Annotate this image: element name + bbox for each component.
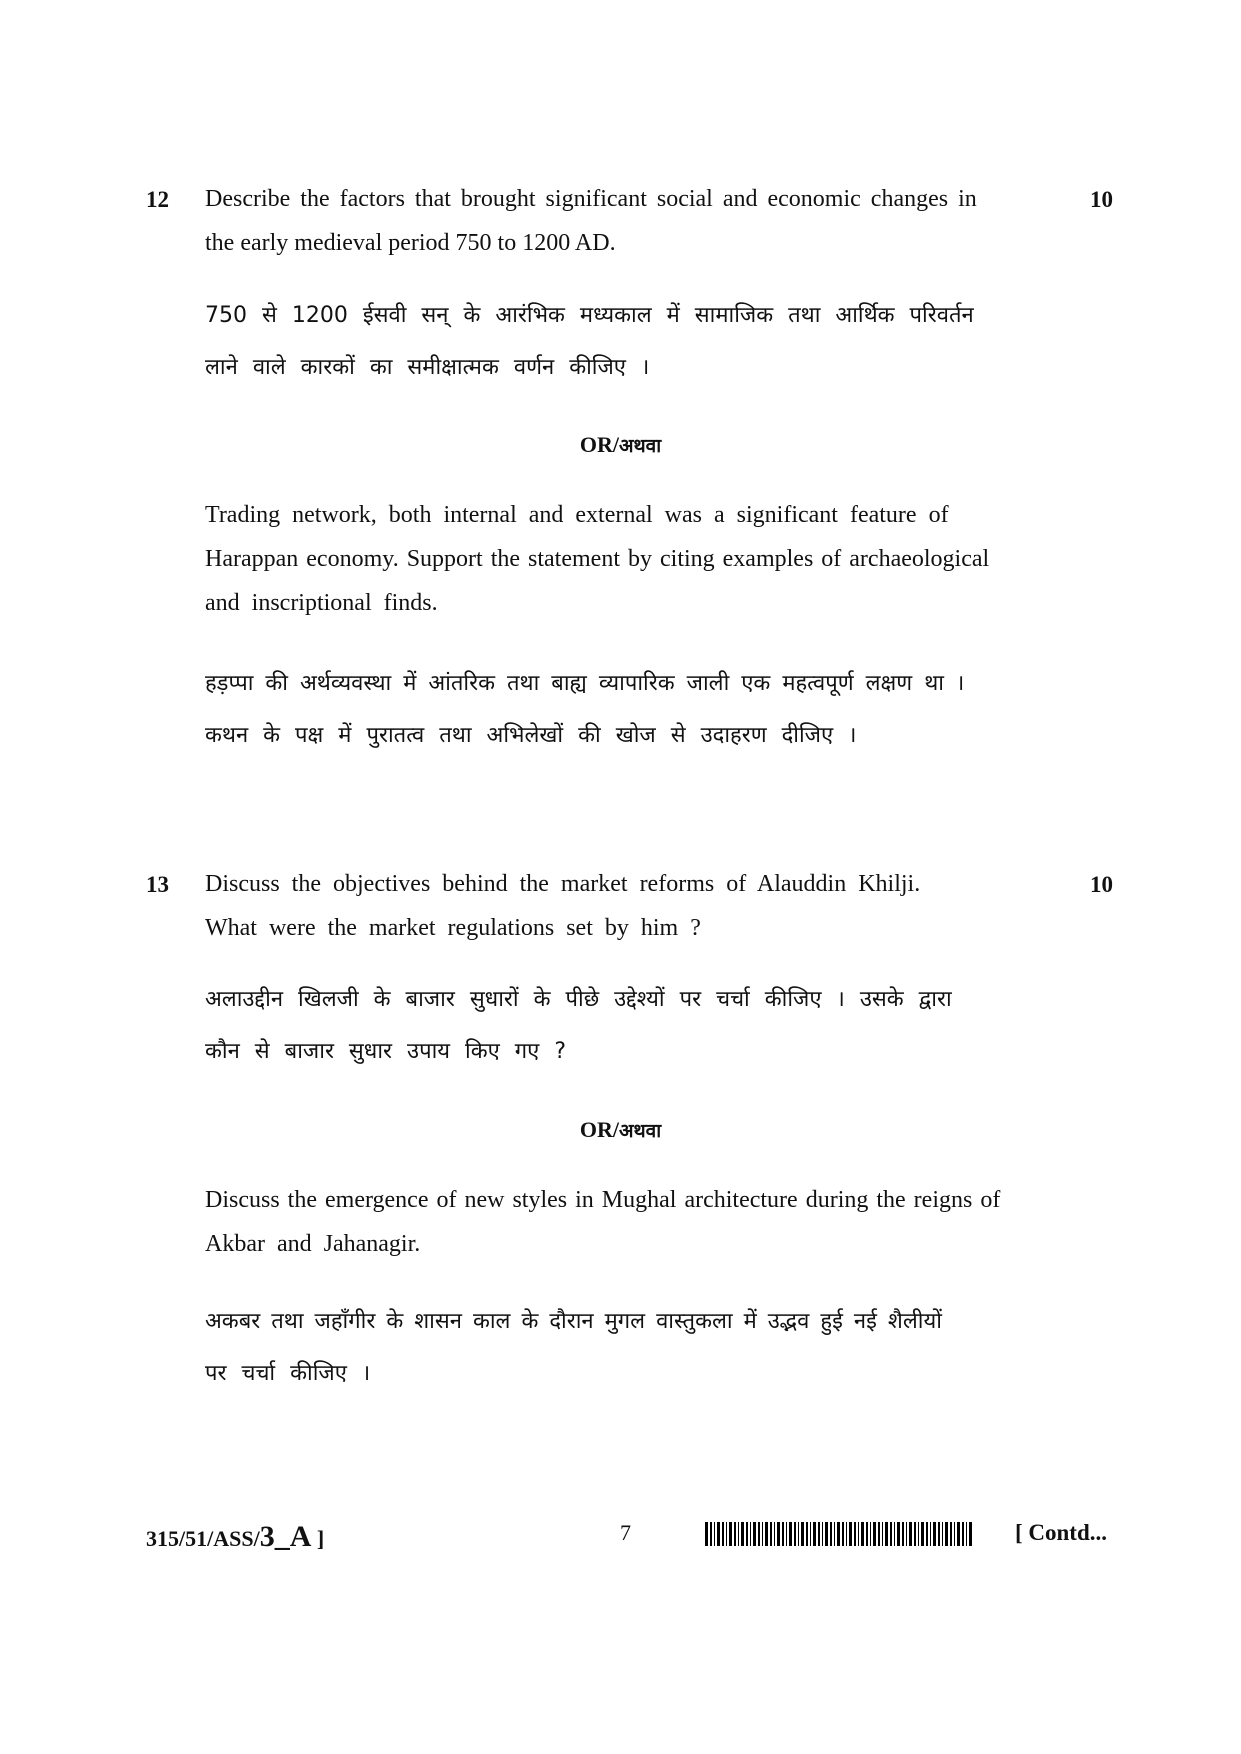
text-line: and inscriptional finds. (205, 590, 438, 616)
or-label-en: OR/ (579, 432, 619, 457)
text-line: 750 से 1200 ईसवी सन् के आरंभिक मध्यकाल में सामाजिक तथा आर्थिक परिवर्तन (205, 303, 974, 328)
text-line: Trading network, both internal and external was a significant feature of (205, 502, 949, 528)
text-line: अकबर तथा जहाँगीर के शासन काल के दौरान मुगल वास्तुकला में उद्भव हुई नई शैलीयों (205, 1309, 942, 1334)
barcode-icon (705, 1522, 975, 1546)
text-line: Discuss the objectives behind the market reforms of Alauddin Khilji. (205, 871, 921, 897)
alternative-text-hi (205, 1296, 1085, 1400)
or-divider (0, 1117, 1241, 1143)
or-label-hi: अथवा (618, 1120, 662, 1142)
or-divider (0, 432, 1241, 458)
text-line: हड़प्पा की अर्थव्यवस्था में आंतरिक तथा बाह्य व्यापारिक जाली एक महत्वपूर्ण लक्षण था । (205, 671, 965, 696)
text-line: What were the market regulations set by him ? (205, 915, 701, 941)
question-marks: 10 (1090, 187, 1113, 212)
page-number: 7 (620, 1520, 631, 1545)
question-text-en (205, 862, 1085, 950)
paper-code-prefix: 315/51/ASS/ (146, 1526, 260, 1551)
paper-code (146, 1520, 324, 1554)
question-text-en (205, 177, 1085, 265)
alternative-text-en (205, 493, 1085, 625)
text-line: अलाउद्दीन खिलजी के बाजार सुधारों के पीछे उद्देश्यों पर चर्चा कीजिए । उसके द्वारा (205, 987, 952, 1012)
text-line: लाने वाले कारकों का समीक्षात्मक वर्णन कीजिए । (205, 355, 650, 380)
text-line: Describe the factors that brought significant social and economic changes in (205, 186, 977, 212)
alternative-text-en (205, 1178, 1085, 1266)
question-number: 13 (146, 872, 169, 897)
text-line: Discuss the emergence of new styles in Mughal architecture during the reigns of (205, 1187, 1001, 1213)
text-line: Akbar and Jahanagir. (205, 1231, 421, 1257)
question-text-hi (205, 974, 1085, 1078)
text-line: Harappan economy. Support the statement by citing examples of archaeological (205, 546, 990, 572)
or-label-en: OR/ (579, 1117, 619, 1142)
paper-code-suffix: ] (311, 1526, 325, 1551)
continued-label: [ Contd... (1015, 1520, 1108, 1545)
paper-code-set: 3_A (259, 1520, 312, 1553)
alternative-text-hi (205, 658, 1085, 762)
text-line: the early medieval period 750 to 1200 AD. (205, 230, 616, 256)
question-number: 12 (146, 187, 169, 212)
question-marks: 10 (1090, 872, 1113, 897)
or-label-hi: अथवा (618, 435, 662, 457)
text-line: कौन से बाजार सुधार उपाय किए गए ? (205, 1039, 567, 1064)
text-line: कथन के पक्ष में पुरातत्व तथा अभिलेखों की खोज से उदाहरण दीजिए । (205, 723, 857, 748)
text-line: पर चर्चा कीजिए । (205, 1361, 371, 1386)
question-text-hi (205, 290, 1085, 394)
